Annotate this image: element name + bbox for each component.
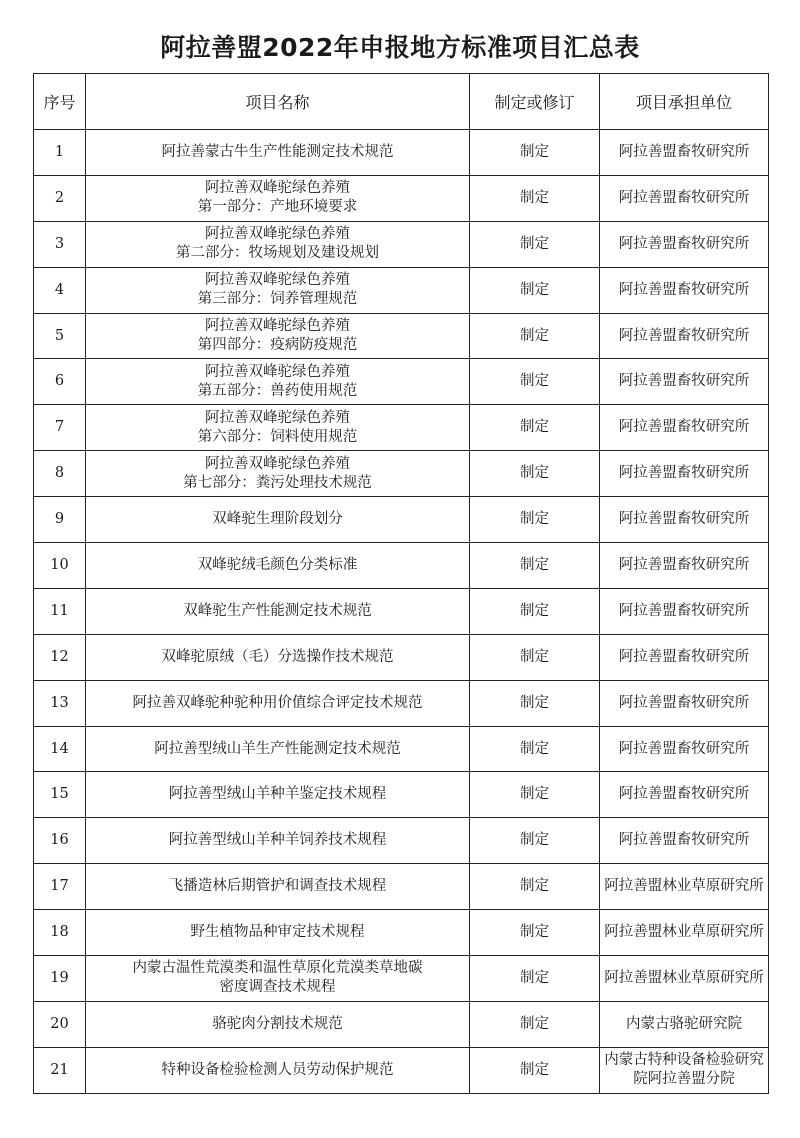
table-row <box>34 910 769 956</box>
project-name-line: 阿拉善双峰驼绿色养殖 <box>205 409 350 426</box>
table-row <box>34 543 769 589</box>
table-row <box>34 359 769 405</box>
responsible-unit-cell <box>600 359 769 405</box>
project-name-cell <box>86 956 470 1002</box>
project-name-line: 阿拉善双峰驼绿色养殖 <box>205 272 350 289</box>
project-name-cell <box>86 543 470 589</box>
row-number: 12 <box>34 634 86 680</box>
project-name-cell <box>86 634 470 680</box>
revision-type-cell: 制定 <box>470 726 600 772</box>
row-number: 6 <box>34 359 86 405</box>
table-row <box>34 772 769 818</box>
responsible-unit-cell <box>600 864 769 910</box>
row-number: 4 <box>34 267 86 313</box>
row-number: 19 <box>34 956 86 1002</box>
responsible-unit-line: 阿拉善盟畜牧研究所 <box>618 694 750 711</box>
responsible-unit-cell <box>600 313 769 359</box>
responsible-unit-cell <box>600 726 769 772</box>
column-header-no: 序号 <box>34 74 86 130</box>
project-name-line: 密度调查技术规程 <box>219 979 336 996</box>
table-row <box>34 726 769 772</box>
revision-type-cell: 制定 <box>470 267 600 313</box>
revision-type-cell: 制定 <box>470 588 600 634</box>
table-row <box>34 175 769 221</box>
project-name-cell <box>86 1001 470 1047</box>
project-name-cell <box>86 680 470 726</box>
project-name-line: 阿拉善型绒山羊生产性能测定技术规范 <box>154 740 401 757</box>
responsible-unit-line: 阿拉善盟畜牧研究所 <box>618 465 750 482</box>
responsible-unit-line: 阿拉善盟畜牧研究所 <box>618 602 750 619</box>
project-name-cell <box>86 451 470 497</box>
responsible-unit-cell <box>600 175 769 221</box>
project-name-line: 骆驼肉分割技术规范 <box>212 1015 343 1032</box>
project-name-cell <box>86 818 470 864</box>
project-name-cell <box>86 726 470 772</box>
revision-type-cell: 制定 <box>470 1001 600 1047</box>
revision-type-cell: 制定 <box>470 772 600 818</box>
project-name-cell <box>86 267 470 313</box>
table-header-row <box>34 74 769 130</box>
responsible-unit-cell <box>600 680 769 726</box>
revision-type-cell: 制定 <box>470 864 600 910</box>
responsible-unit-line: 阿拉善盟畜牧研究所 <box>618 511 750 528</box>
project-name-cell <box>86 130 470 176</box>
responsible-unit-line: 阿拉善盟畜牧研究所 <box>618 373 750 390</box>
responsible-unit-cell <box>600 634 769 680</box>
project-name-line: 第七部分：粪污处理技术规范 <box>183 474 372 491</box>
revision-type-cell: 制定 <box>470 543 600 589</box>
responsible-unit-cell <box>600 956 769 1002</box>
project-name-line: 双峰驼绒毛颜色分类标准 <box>197 556 358 573</box>
row-number: 21 <box>34 1047 86 1093</box>
project-name-line: 双峰驼生产性能测定技术规范 <box>183 602 372 619</box>
row-number: 7 <box>34 405 86 451</box>
table-row <box>34 864 769 910</box>
responsible-unit-cell <box>600 267 769 313</box>
responsible-unit-cell <box>600 543 769 589</box>
project-name-line: 阿拉善双峰驼绿色养殖 <box>205 318 350 334</box>
project-name-line: 阿拉善双峰驼绿色养殖 <box>205 180 350 197</box>
table-row <box>34 956 769 1002</box>
revision-type-cell: 制定 <box>470 956 600 1002</box>
responsible-unit-cell <box>600 451 769 497</box>
responsible-unit-cell <box>600 1047 769 1093</box>
responsible-unit-line: 阿拉善盟畜牧研究所 <box>618 281 750 298</box>
column-header-name: 项目名称 <box>86 74 470 130</box>
revision-type-cell: 制定 <box>470 313 600 359</box>
responsible-unit-cell <box>600 1001 769 1047</box>
table-row <box>34 588 769 634</box>
row-number: 2 <box>34 175 86 221</box>
responsible-unit-cell <box>600 772 769 818</box>
project-name-line: 阿拉善双峰驼绿色养殖 <box>205 363 350 380</box>
revision-type-cell: 制定 <box>470 175 600 221</box>
responsible-unit-line: 阿拉善盟畜牧研究所 <box>618 740 750 757</box>
row-number: 1 <box>34 130 86 176</box>
table-row <box>34 818 769 864</box>
column-header-type: 制定或修订 <box>470 74 600 130</box>
responsible-unit-line: 阿拉善盟畜牧研究所 <box>618 419 750 436</box>
table-row <box>34 680 769 726</box>
revision-type-cell: 制定 <box>470 680 600 726</box>
project-name-line: 第四部分：疫病防疫规范 <box>197 337 358 353</box>
table-row <box>34 451 769 497</box>
project-name-line: 双峰驼生理阶段划分 <box>212 511 343 528</box>
project-name-line: 内蒙古温性荒漠类和温性草原化荒漠类草地碳 <box>132 960 423 977</box>
responsible-unit-line: 阿拉善盟林业草原研究所 <box>604 878 764 895</box>
responsible-unit-line: 阿拉善盟畜牧研究所 <box>618 189 750 206</box>
responsible-unit-cell <box>600 910 769 956</box>
row-number: 5 <box>34 313 86 359</box>
project-name-cell <box>86 359 470 405</box>
project-name-line: 第五部分：兽药使用规范 <box>197 382 358 399</box>
responsible-unit-line: 阿拉善盟畜牧研究所 <box>618 786 750 803</box>
row-number: 10 <box>34 543 86 589</box>
revision-type-cell: 制定 <box>470 910 600 956</box>
row-number: 8 <box>34 451 86 497</box>
project-name-cell <box>86 772 470 818</box>
project-name-cell <box>86 864 470 910</box>
project-name-cell <box>86 910 470 956</box>
row-number: 20 <box>34 1001 86 1047</box>
project-name-line: 第二部分：牧场规划及建设规划 <box>176 245 379 262</box>
project-name-line: 阿拉善双峰驼绿色养殖 <box>205 226 350 243</box>
row-number: 3 <box>34 221 86 267</box>
responsible-unit-line: 阿拉善盟畜牧研究所 <box>618 143 750 160</box>
project-name-line: 第一部分：产地环境要求 <box>197 199 358 216</box>
project-name-line: 阿拉善双峰驼绿色养殖 <box>205 455 350 472</box>
table-row <box>34 497 769 543</box>
project-name-line: 特种设备检验检测人员劳动保护规范 <box>161 1061 394 1078</box>
project-name-cell <box>86 221 470 267</box>
project-name-cell <box>86 588 470 634</box>
project-name-line: 第三部分：饲养管理规范 <box>197 291 358 308</box>
project-name-cell <box>86 1047 470 1093</box>
revision-type-cell: 制定 <box>470 1047 600 1093</box>
responsible-unit-cell <box>600 221 769 267</box>
project-name-line: 双峰驼原绒（毛）分选操作技术规范 <box>161 648 394 665</box>
row-number: 14 <box>34 726 86 772</box>
project-name-line: 第六部分：饲料使用规范 <box>197 428 358 445</box>
responsible-unit-cell <box>600 588 769 634</box>
project-name-line: 阿拉善型绒山羊种羊饲养技术规程 <box>168 832 387 849</box>
responsible-unit-line: 阿拉善盟畜牧研究所 <box>618 832 750 849</box>
row-number: 17 <box>34 864 86 910</box>
project-name-line: 阿拉善型绒山羊种羊鉴定技术规程 <box>168 786 387 803</box>
revision-type-cell: 制定 <box>470 359 600 405</box>
responsible-unit-line: 院阿拉善盟分院 <box>633 1071 735 1088</box>
table-row <box>34 405 769 451</box>
project-name-line: 阿拉善蒙古牛生产性能测定技术规范 <box>161 143 394 160</box>
revision-type-cell: 制定 <box>470 405 600 451</box>
row-number: 18 <box>34 910 86 956</box>
responsible-unit-line: 内蒙古特种设备检验研究 <box>604 1052 764 1069</box>
row-number: 13 <box>34 680 86 726</box>
table-row <box>34 130 769 176</box>
row-number: 15 <box>34 772 86 818</box>
row-number: 11 <box>34 588 86 634</box>
project-name-cell <box>86 497 470 543</box>
table-row <box>34 634 769 680</box>
responsible-unit-cell <box>600 497 769 543</box>
project-name-cell <box>86 175 470 221</box>
table-row <box>34 313 769 359</box>
revision-type-cell: 制定 <box>470 497 600 543</box>
revision-type-cell: 制定 <box>470 818 600 864</box>
revision-type-cell: 制定 <box>470 451 600 497</box>
responsible-unit-line: 阿拉善盟畜牧研究所 <box>618 327 750 344</box>
project-name-line: 飞播造林后期管护和调查技术规程 <box>168 878 387 895</box>
row-number: 9 <box>34 497 86 543</box>
responsible-unit-cell <box>600 818 769 864</box>
page-title: 阿拉善盟2022年申报地方标准项目汇总表 <box>160 33 640 62</box>
project-name-line: 阿拉善双峰驼种驼种用价值综合评定技术规范 <box>132 694 423 711</box>
revision-type-cell: 制定 <box>470 221 600 267</box>
revision-type-cell: 制定 <box>470 634 600 680</box>
column-header-unit: 项目承担单位 <box>600 74 769 130</box>
table-body <box>34 130 769 1094</box>
standards-summary-table <box>33 73 769 1094</box>
responsible-unit-line: 阿拉善盟畜牧研究所 <box>618 648 750 665</box>
responsible-unit-line: 阿拉善盟畜牧研究所 <box>618 235 750 252</box>
project-name-cell <box>86 313 470 359</box>
responsible-unit-line: 阿拉善盟林业草原研究所 <box>604 969 764 986</box>
revision-type-cell: 制定 <box>470 130 600 176</box>
table-row <box>34 1001 769 1047</box>
project-name-line: 野生植物品种审定技术规程 <box>190 924 365 941</box>
responsible-unit-line: 内蒙古骆驼研究院 <box>626 1015 742 1032</box>
project-name-cell <box>86 405 470 451</box>
responsible-unit-cell <box>600 130 769 176</box>
responsible-unit-line: 阿拉善盟林业草原研究所 <box>604 924 764 941</box>
responsible-unit-line: 阿拉善盟畜牧研究所 <box>618 556 750 573</box>
table-row <box>34 1047 769 1093</box>
table-row <box>34 221 769 267</box>
responsible-unit-cell <box>600 405 769 451</box>
table-row <box>34 267 769 313</box>
row-number: 16 <box>34 818 86 864</box>
